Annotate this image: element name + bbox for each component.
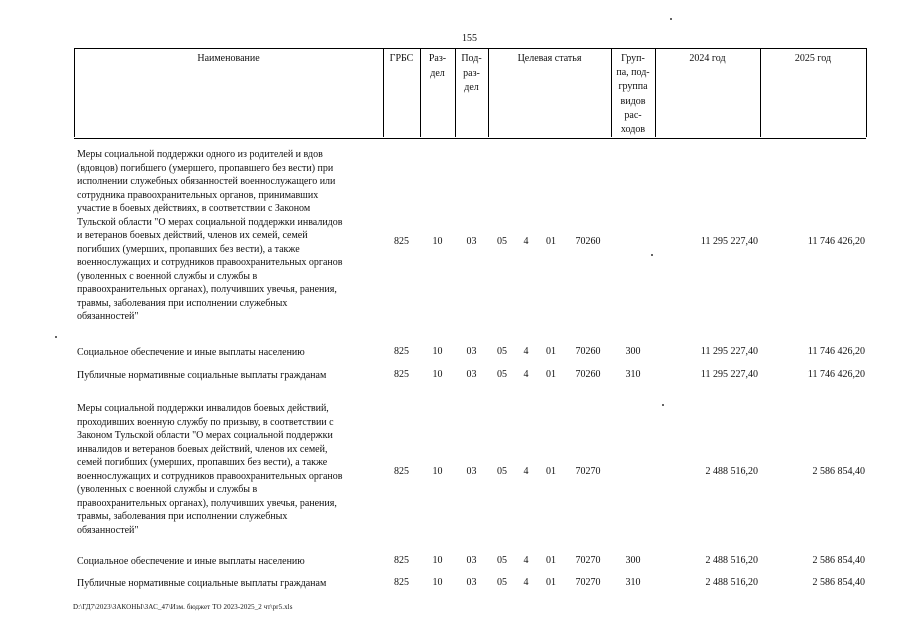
cell-grbs: 825 (394, 236, 409, 247)
cell-grbs: 825 (394, 369, 409, 380)
col-header-2024: 2024 год (689, 53, 726, 64)
cell-cs2: 4 (523, 346, 529, 357)
cell-cs1: 05 (497, 577, 507, 588)
cell-2024: 2 488 516,20 (705, 555, 758, 566)
header-divider (866, 48, 867, 137)
cell-cs1: 05 (497, 555, 507, 566)
cell-podrazdel: 03 (466, 466, 477, 477)
cell-razdel: 10 (432, 346, 443, 357)
col-header-podrazdel: Под- раз- дел (461, 53, 482, 93)
scan-speck (651, 254, 653, 256)
cell-podrazdel: 03 (466, 346, 477, 357)
row-description: Социальное обеспечение и иные выплаты населению (77, 347, 305, 358)
cell-cs3: 01 (546, 369, 556, 380)
cell-razdel: 10 (432, 577, 443, 588)
cell-razdel: 10 (432, 236, 443, 247)
col-header-expense-group: Груп- па, под- группа видов рас- ходов (616, 53, 650, 136)
cell-cs4: 70270 (575, 466, 601, 477)
cell-cs4: 70260 (575, 236, 601, 247)
cell-2024: 11 295 227,40 (700, 369, 758, 380)
col-header-name: Наименование (197, 53, 260, 64)
cell-2024: 11 295 227,40 (700, 346, 758, 357)
cell-2025: 2 586 854,40 (812, 466, 865, 477)
cell-razdel: 10 (432, 466, 443, 477)
cell-cs4: 70260 (575, 346, 601, 357)
col-header-razdel: Раз- дел (428, 53, 447, 79)
scan-speck (55, 336, 57, 338)
col-header-2025: 2025 год (794, 53, 832, 64)
cell-cs2: 4 (523, 236, 529, 247)
row-description: Публичные нормативные социальные выплаты гражданам (77, 370, 327, 381)
cell-podrazdel: 03 (466, 369, 477, 380)
cell-cs3: 01 (546, 577, 556, 588)
cell-2025: 11 746 426,20 (807, 346, 865, 357)
cell-cs2: 4 (523, 369, 529, 380)
cell-cs3: 01 (546, 346, 556, 357)
row-description: Социальное обеспечение и иные выплаты населению (77, 556, 305, 567)
cell-vr: 300 (625, 555, 641, 566)
row-description: Публичные нормативные социальные выплаты гражданам (77, 578, 327, 589)
cell-podrazdel: 03 (466, 577, 477, 588)
cell-2024: 2 488 516,20 (705, 466, 758, 477)
col-header-target-article: Целевая статья (517, 53, 582, 64)
scan-speck (662, 404, 664, 406)
cell-cs4: 70270 (575, 577, 601, 588)
cell-podrazdel: 03 (466, 555, 477, 566)
cell-cs1: 05 (497, 236, 507, 247)
cell-cs1: 05 (497, 369, 507, 380)
cell-2025: 11 746 426,20 (807, 236, 865, 247)
row-description: Меры социальной поддержки одного из родителей и вдов (вдовцов) погибшего (умершего, пропавшего без вести) при исполнении служебных обязанностей военнослужащего или сотрудника правоохранительных органов, принимавших участие в боевых действиях, в соответствии с Законом Тульской области "О мерах социальной поддержки инвалидов и ветеранов боевых действий, членов их семей, семей погибших (умерших, пропавших без вести), а также военнослужащих и сотрудников правоохранительных органов (уволенных с военной службы и службы в правоохранительных органах), получивших увечья, ранения, травмы, заболевания при исполнении служебных обязанностей" (77, 149, 343, 322)
cell-cs4: 70270 (575, 555, 601, 566)
cell-grbs: 825 (394, 555, 409, 566)
cell-vr: 310 (625, 369, 641, 380)
cell-2025: 2 586 854,40 (812, 555, 865, 566)
cell-cs3: 01 (546, 466, 556, 477)
cell-2024: 2 488 516,20 (705, 577, 758, 588)
cell-cs4: 70260 (575, 369, 601, 380)
cell-cs2: 4 (523, 466, 529, 477)
cell-vr: 310 (625, 577, 641, 588)
row-description: Меры социальной поддержки инвалидов боевых действий, проходивших военную службу по призыву, в соответствии с Законом Тульской области "О мерах социальной поддержки инвалидов и ветеранов боевых действий, членов их семей, семей погибших (умерших, пропавших без вести), а также военнослужащих и сотрудников правоохранительных органов (уволенных с военной службы и службы в правоохранительных органах), получивших увечья, ранения, травмы, заболевания при исполнении служебных обязанностей" (77, 403, 343, 536)
cell-podrazdel: 03 (466, 236, 477, 247)
cell-razdel: 10 (432, 369, 443, 380)
cell-cs2: 4 (523, 577, 529, 588)
cell-2024: 11 295 227,40 (700, 236, 758, 247)
cell-grbs: 825 (394, 466, 409, 477)
cell-cs3: 01 (546, 555, 556, 566)
col-header-grbs: ГРБС (389, 53, 414, 64)
page-number: 155 (462, 33, 477, 44)
cell-razdel: 10 (432, 555, 443, 566)
cell-grbs: 825 (394, 346, 409, 357)
cell-vr: 300 (625, 346, 641, 357)
cell-2025: 2 586 854,40 (812, 577, 865, 588)
file-path-footer: D:\ГД7\2023\ЗАКОНЫ\ЗАС_47\Изм. бюджет ТО 2023-2025_2 чт\pr5.xls (73, 603, 293, 611)
cell-cs1: 05 (497, 466, 507, 477)
scan-speck (670, 18, 672, 20)
cell-grbs: 825 (394, 577, 409, 588)
cell-cs2: 4 (523, 555, 529, 566)
cell-2025: 11 746 426,20 (807, 369, 865, 380)
cell-cs3: 01 (546, 236, 556, 247)
cell-cs1: 05 (497, 346, 507, 357)
